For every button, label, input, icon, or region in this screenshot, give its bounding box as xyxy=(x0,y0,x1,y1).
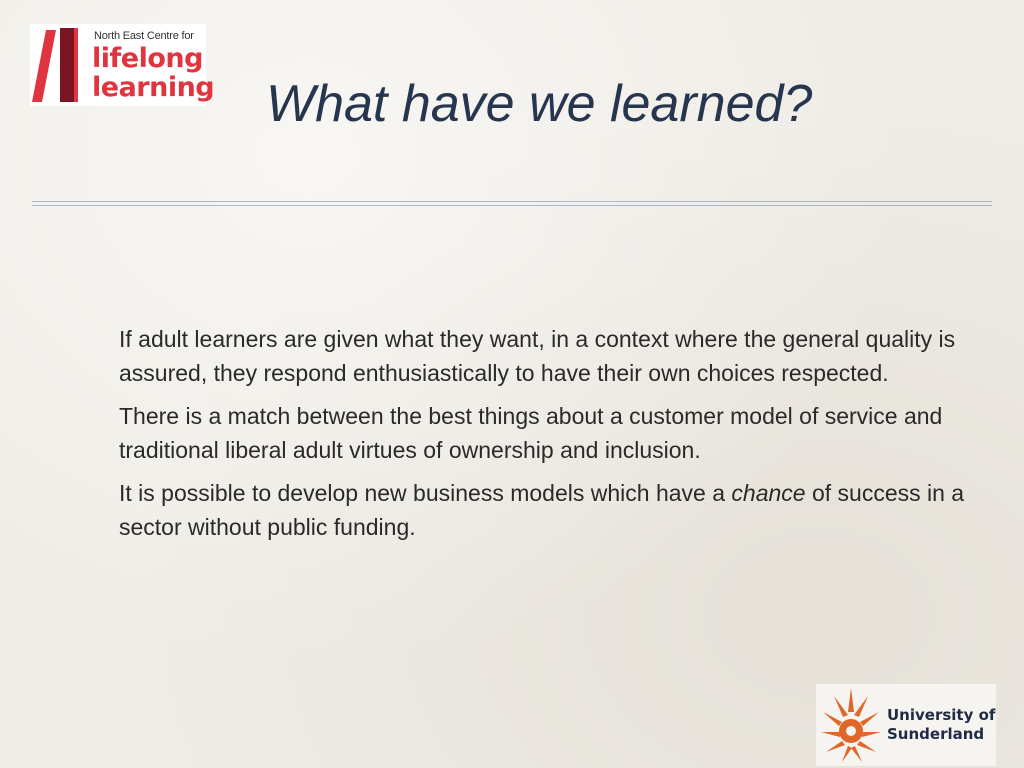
slide-title: What have we learned? xyxy=(266,75,813,133)
logo-line-2: lifelong xyxy=(92,43,203,74)
title-divider-top xyxy=(32,201,992,202)
university-name xyxy=(887,706,995,744)
paragraph-1: If adult learners are given what they want, in a context where the general quality is assured, they respond enthusiastically to have their own choices respected. xyxy=(119,326,956,386)
logo-line-1: North East Centre for xyxy=(94,30,194,42)
paragraph-3 xyxy=(119,476,999,544)
university-name-line-1: University of xyxy=(887,706,996,724)
paragraph-2: There is a match between the best things about a customer model of service and traditional liberal adult virtues of ownership and inclusion. xyxy=(119,403,943,463)
paragraph-3-end: of success in a sector without public funding. xyxy=(119,480,965,540)
university-name-line-2: Sunderland xyxy=(887,725,985,743)
lifelong-learning-logo xyxy=(30,24,215,106)
sunburst-crest-icon xyxy=(820,686,882,764)
paragraph-3-emphasis: chance xyxy=(731,480,806,506)
body-text xyxy=(119,322,999,553)
logo-line-3: learning xyxy=(92,72,215,103)
university-of-sunderland-logo xyxy=(816,684,996,766)
book-stripes-icon xyxy=(30,24,90,106)
paragraph-3-start: It is possible to develop new business models which have a xyxy=(119,480,732,506)
title-divider-bottom xyxy=(32,205,992,206)
